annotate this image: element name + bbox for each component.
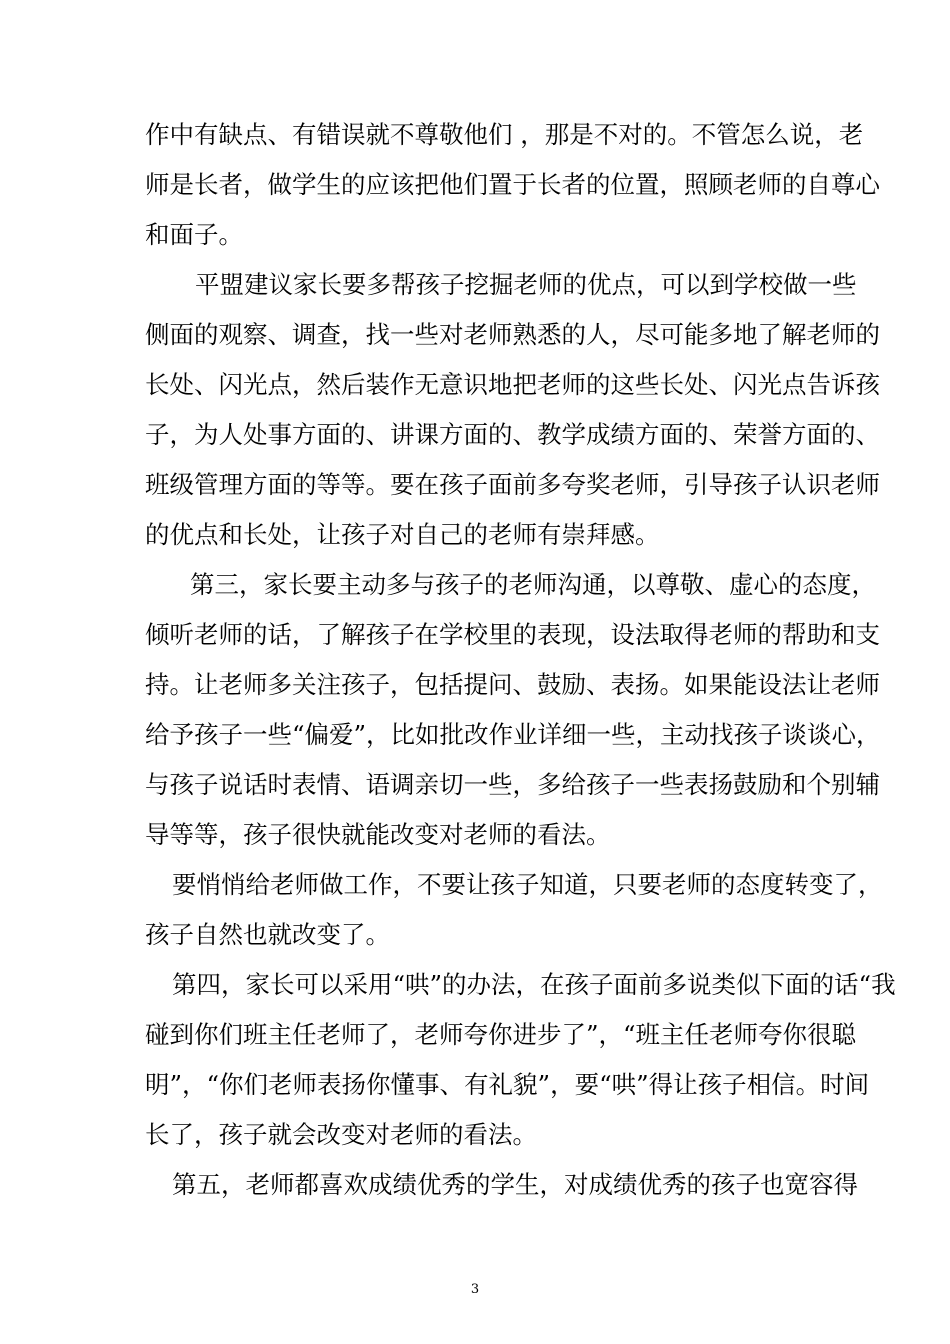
text-line: 持。让老师多关注孩子，包括提问、鼓励、表扬。如果能设法让老师 xyxy=(145,670,880,699)
text-line: 和面子。 xyxy=(145,220,243,249)
text-line: 班级管理方面的等等。要在孩子面前多夸奖老师，引导孩子认识老师 xyxy=(145,470,880,499)
text-line: 第四，家长可以采用“哄”的办法，在孩子面前多说类似下面的话“我 xyxy=(172,970,896,999)
text-line: 给予孩子一些“偏爱”，比如批改作业详细一些，主动找孩子谈谈心， xyxy=(145,720,881,749)
text-line: 导等等，孩子很快就能改变对老师的看法。 xyxy=(145,820,611,849)
text-line: 要悄悄给老师做工作，不要让孩子知道，只要老师的态度转变了， xyxy=(172,870,883,899)
text-line: 碰到你们班主任老师了，老师夸你进步了”，“班主任老师夸你很聪 xyxy=(145,1020,857,1049)
text-line: 长了，孩子就会改变对老师的看法。 xyxy=(145,1120,537,1149)
text-line: 明”，“你们老师表扬你懂事、有礼貌”，要“哄”得让孩子相信。时间 xyxy=(145,1070,870,1099)
text-line: 孩子自然也就改变了。 xyxy=(145,920,390,949)
text-line: 师是长者，做学生的应该把他们置于长者的位置，照顾老师的自尊心 xyxy=(145,170,880,199)
text-line: 侧面的观察、调查，找一些对老师熟悉的人，尽可能多地了解老师的 xyxy=(145,320,880,349)
text-line: 子，为人处事方面的、讲课方面的、教学成绩方面的、荣誉方面的、 xyxy=(145,420,880,449)
text-line: 平盟建议家长要多帮孩子挖掘老师的优点，可以到学校做一些 xyxy=(195,270,857,299)
text-line: 作中有缺点、有错误就不尊敬他们 ，那是不对的。不管怎么说，老 xyxy=(145,120,864,149)
text-line: 第三，家长要主动多与孩子的老师沟通，以尊敬、虚心的态度， xyxy=(190,570,876,599)
page-number: 3 xyxy=(470,1282,480,1297)
text-line: 倾听老师的话，了解孩子在学校里的表现，设法取得老师的帮助和支 xyxy=(145,620,880,649)
text-line: 的优点和长处，让孩子对自己的老师有崇拜感。 xyxy=(145,520,660,549)
text-line: 长处、闪光点，然后装作无意识地把老师的这些长处、闪光点告诉孩 xyxy=(145,370,880,399)
text-line: 第五，老师都喜欢成绩优秀的学生，对成绩优秀的孩子也宽容得 xyxy=(172,1170,858,1199)
text-line: 与孩子说话时表情、语调亲切一些，多给孩子一些表扬鼓励和个别辅 xyxy=(145,770,880,799)
